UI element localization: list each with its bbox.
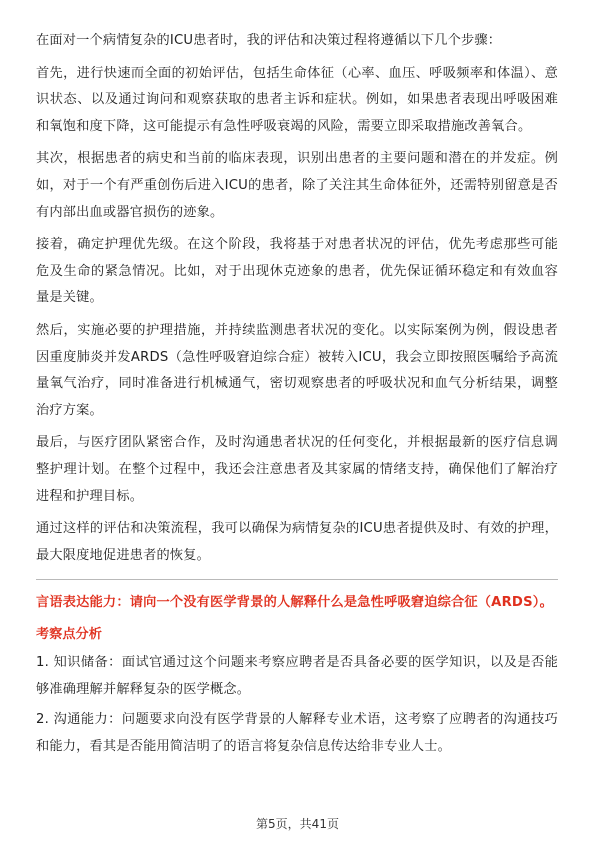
body-paragraph-fourth: 然后，实施必要的护理措施，并持续监测患者状况的变化。以实际案例为例，假设患者因重度肺炎并发ARDS（急性呼吸窘迫综合症）被转入ICU，我会立即按照医嘱给予高流量氧气治疗，同时准备进行机械通气，密切观察患者的呼吸状况和血气分析结果，调整治疗方案。 xyxy=(36,322,558,418)
body-paragraph-second: 其次，根据患者的病史和当前的临床表现，识别出患者的主要问题和潜在的并发症。例如，对于一个有严重创伤后进入ICU的患者，除了关注其生命体征外，还需特别留意是否有内部出血或器官损伤的迹象。 xyxy=(36,151,558,220)
question-heading: 言语表达能力：请向一个没有医学背景的人解释什么是急性呼吸窘迫综合征（ARDS）。 xyxy=(36,595,553,611)
body-paragraph-fifth: 最后，与医疗团队紧密合作，及时沟通患者状况的任何变化，并根据最新的医疗信息调整护理计划。在整个过程中，我还会注意患者及其家属的情绪支持，确保他们了解治疗进程和护理目标。 xyxy=(36,435,558,504)
analysis-point: 1. 知识储备：面试官通过这个问题来考察应聘者是否具备必要的医学知识，以及是否能够准确理解并解释复杂的医学概念。 xyxy=(36,655,558,697)
body-paragraph-third: 接着，确定护理优先级。在这个阶段，我将基于对患者状况的评估，优先考虑那些可能危及生命的紧急情况。比如，对于出现休克迹象的患者，优先保证循环稳定和有效血容量是关键。 xyxy=(36,237,558,306)
body-paragraph-first: 首先，进行快速而全面的初始评估，包括生命体征（心率、血压、呼吸频率和体温）、意识状态、以及通过询问和观察获取的患者主诉和症状。例如，如果患者表现出呼吸困难和氧饱和度下降，这可能提示有急性呼吸衰竭的风险，需要立即采取措施改善氧合。 xyxy=(36,65,558,134)
analysis-title: 考察点分析 xyxy=(36,627,102,643)
page-number: 第5页，共41页 xyxy=(256,817,339,831)
body-paragraph-intro: 在面对一个病情复杂的ICU患者时，我的评估和决策过程将遵循以下几个步骤： xyxy=(36,33,502,48)
body-paragraph-conclusion: 通过这样的评估和决策流程，我可以确保为病情复杂的ICU患者提供及时、有效的护理，最大限度地促进患者的恢复。 xyxy=(36,521,558,563)
section-divider xyxy=(36,579,558,580)
analysis-point: 2. 沟通能力：问题要求向没有医学背景的人解释专业术语，这考察了应聘者的沟通技巧和能力，看其是否能用简洁明了的语言将复杂信息传达给非专业人士。 xyxy=(36,712,558,755)
document-page xyxy=(36,28,558,765)
